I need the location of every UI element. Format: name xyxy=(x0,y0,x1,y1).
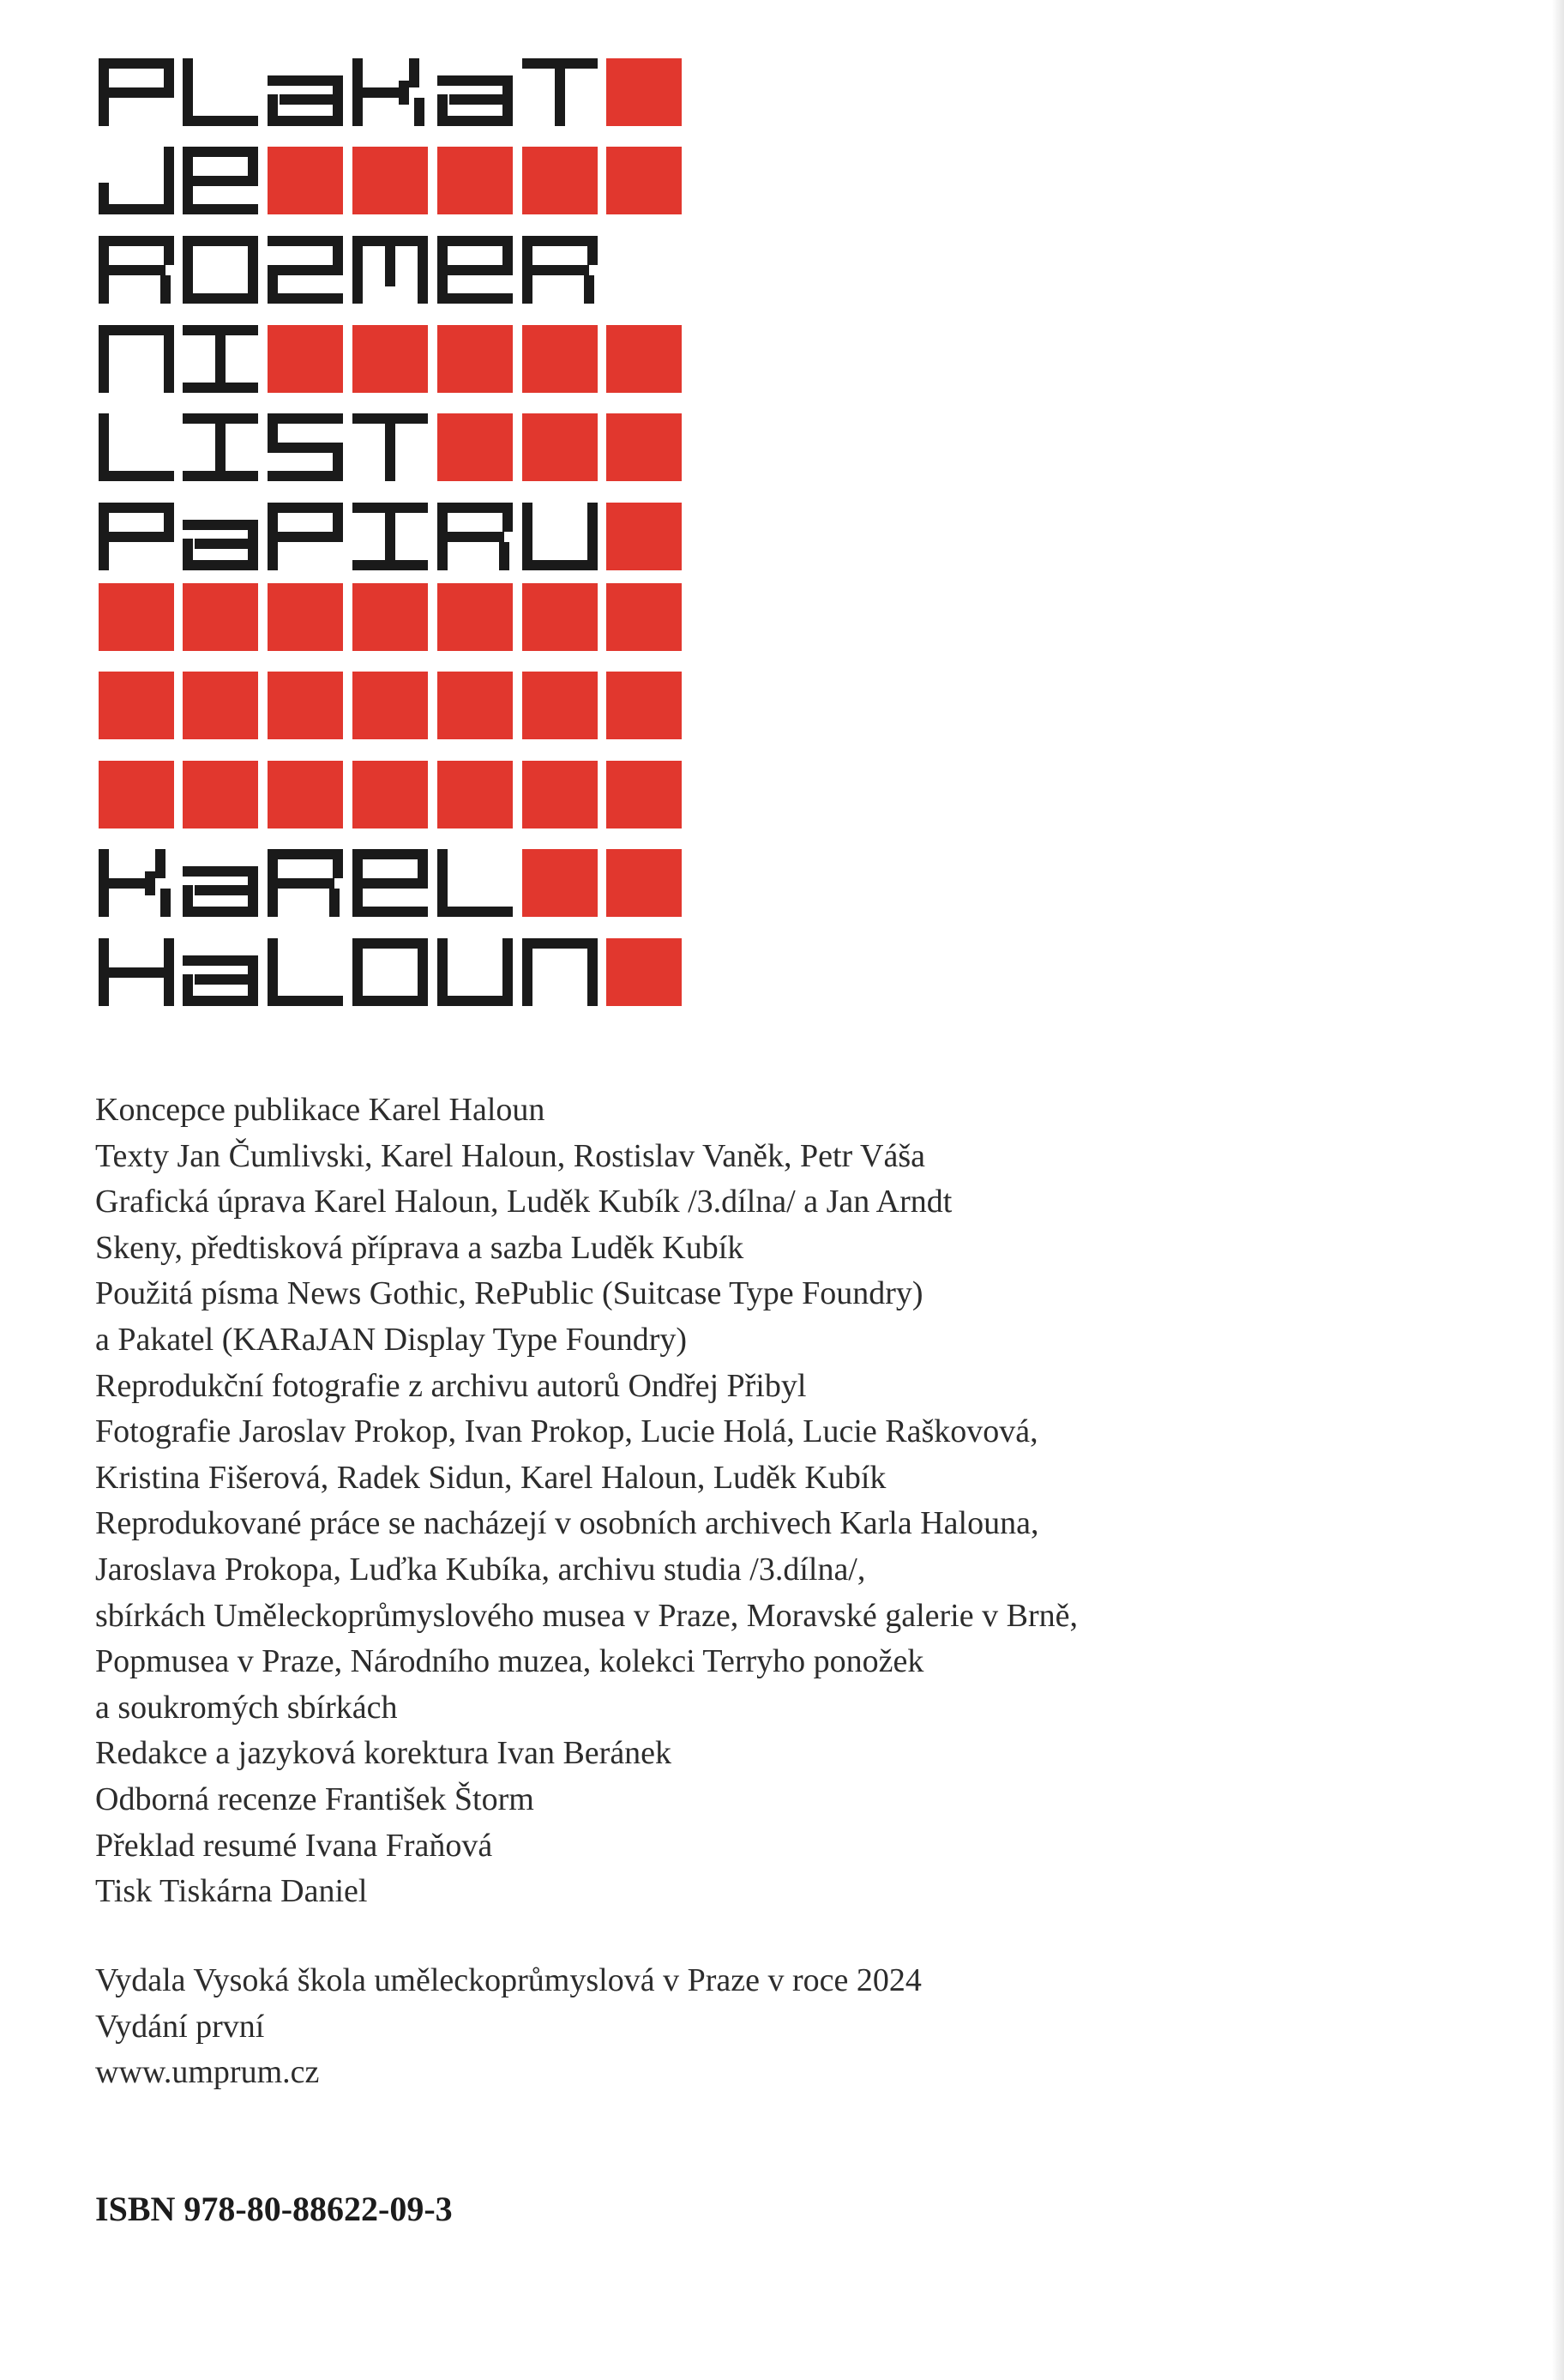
red-square xyxy=(606,672,682,739)
red-square xyxy=(437,672,513,739)
edition-line: Vydání první xyxy=(95,2008,265,2045)
pixel-letter xyxy=(522,58,598,126)
red-square xyxy=(352,672,428,739)
pixel-letter xyxy=(183,147,258,214)
pixel-title-grid xyxy=(0,0,686,1012)
letter-stroke xyxy=(99,878,145,889)
pixel-letter xyxy=(99,325,174,393)
credit-line: Fotografie Jaroslav Prokop, Ivan Prokop, Lucie Holá, Lucie Raškovová, xyxy=(95,1413,1038,1450)
pixel-letter xyxy=(268,236,343,304)
pixel-letter xyxy=(99,938,174,1006)
letter-stroke xyxy=(352,560,428,570)
pixel-letter xyxy=(437,503,513,570)
pixel-letter xyxy=(437,75,513,126)
letter-stroke xyxy=(183,560,258,570)
credit-line: Jaroslava Prokopa, Luďka Kubíka, archivu studia /3.dílna/, xyxy=(95,1551,866,1588)
letter-stroke xyxy=(385,236,395,286)
pixel-letter xyxy=(99,503,174,570)
website-line: www.umprum.cz xyxy=(95,2054,320,2091)
letter-stroke xyxy=(99,87,174,98)
letter-stroke xyxy=(268,996,343,1006)
letter-stroke xyxy=(183,955,258,966)
letter-stroke xyxy=(584,275,594,304)
red-square xyxy=(183,761,258,828)
pixel-letter xyxy=(268,938,343,1006)
publisher-line: Vydala Vysoká škola uměleckoprůmyslová v Praze v roce 2024 xyxy=(95,1962,922,1998)
red-square xyxy=(99,583,174,651)
letter-stroke xyxy=(99,58,174,69)
red-square xyxy=(522,761,598,828)
letter-stroke xyxy=(399,81,409,105)
letter-stroke xyxy=(280,94,343,105)
letter-stroke xyxy=(502,236,513,275)
publisher-info xyxy=(95,1958,1381,2096)
pixel-letter xyxy=(183,955,258,1006)
pixel-letter xyxy=(183,58,258,126)
letter-stroke xyxy=(437,116,513,126)
pixel-letter xyxy=(99,849,171,917)
pixel-letter xyxy=(437,938,513,1006)
letter-stroke xyxy=(418,236,428,304)
letter-stroke xyxy=(183,176,258,186)
red-square xyxy=(606,413,682,481)
letter-stroke xyxy=(183,866,258,877)
pixel-letter xyxy=(352,503,428,570)
red-square xyxy=(437,583,513,651)
pixel-letter xyxy=(352,938,428,1006)
letter-stroke xyxy=(183,293,258,304)
pixel-letter xyxy=(99,147,174,214)
letter-stroke xyxy=(99,204,174,214)
pixel-letter xyxy=(352,236,428,304)
pixel-letter xyxy=(522,236,598,304)
pixel-letter xyxy=(268,75,343,126)
red-square xyxy=(352,583,428,651)
red-square xyxy=(268,761,343,828)
red-square xyxy=(606,147,682,214)
letter-stroke xyxy=(268,413,278,443)
red-square xyxy=(522,583,598,651)
red-square xyxy=(99,761,174,828)
red-square xyxy=(437,413,513,481)
red-square xyxy=(522,413,598,481)
pixel-letter xyxy=(183,325,258,393)
letter-stroke xyxy=(183,147,258,157)
letter-stroke xyxy=(333,849,343,878)
pixel-letter xyxy=(99,236,174,304)
letter-stroke xyxy=(437,236,513,246)
credit-line: a soukromých sbírkách xyxy=(95,1689,398,1726)
pixel-letter xyxy=(352,413,428,481)
letter-stroke xyxy=(522,560,598,570)
red-square xyxy=(522,849,598,917)
letter-stroke xyxy=(587,938,598,1006)
letter-stroke xyxy=(522,265,589,275)
letter-stroke xyxy=(352,236,363,304)
letter-stroke xyxy=(268,471,343,481)
letter-stroke xyxy=(145,871,155,895)
letter-stroke xyxy=(437,503,513,513)
letter-stroke xyxy=(329,889,340,917)
letter-stroke xyxy=(160,275,171,304)
letter-stroke xyxy=(183,520,258,530)
letter-stroke xyxy=(522,236,598,246)
letter-stroke xyxy=(155,849,165,878)
red-square xyxy=(352,325,428,393)
letter-stroke xyxy=(183,236,258,246)
pixel-letter xyxy=(437,849,513,917)
cover-title-graphic xyxy=(0,0,686,1012)
isbn: ISBN 978-80-88622-09-3 xyxy=(95,2190,453,2228)
letter-stroke xyxy=(183,471,258,481)
letter-stroke xyxy=(352,849,428,859)
pixel-letter xyxy=(268,503,343,570)
letter-stroke xyxy=(268,75,343,86)
red-square xyxy=(268,147,343,214)
letter-stroke xyxy=(99,967,174,978)
colophon-credits xyxy=(95,1088,1381,1915)
letter-stroke xyxy=(352,878,428,889)
letter-stroke xyxy=(352,996,428,1006)
letter-stroke xyxy=(99,236,174,246)
letter-stroke xyxy=(248,147,258,186)
red-square xyxy=(522,672,598,739)
letter-stroke xyxy=(183,204,258,214)
credit-line: Popmusea v Praze, Národního muzea, kolekci Terryho ponožek xyxy=(95,1643,924,1680)
letter-stroke xyxy=(499,542,509,570)
pixel-letter xyxy=(183,866,258,917)
credit-line: Reprodukované práce se nacházejí v osobních archivech Karla Halouna, xyxy=(95,1505,1039,1542)
letter-stroke xyxy=(195,539,258,549)
letter-stroke xyxy=(268,849,343,859)
credit-line: Grafická úprava Karel Haloun, Luděk Kubík /3.dílna/ a Jan Arndt xyxy=(95,1184,953,1220)
letter-stroke xyxy=(268,116,343,126)
red-square xyxy=(606,325,682,393)
red-square xyxy=(522,147,598,214)
credit-line: a Pakatel (KARaJAN Display Type Foundry) xyxy=(95,1321,688,1358)
page-edge-shadow xyxy=(1552,0,1564,2380)
letter-stroke xyxy=(268,878,334,889)
letter-stroke xyxy=(268,265,343,275)
red-square xyxy=(268,325,343,393)
red-square xyxy=(183,672,258,739)
credit-line: Skeny, předtisková příprava a sazba Luděk Kubík xyxy=(95,1229,744,1266)
letter-stroke xyxy=(502,503,513,532)
letter-stroke xyxy=(352,938,428,949)
red-square xyxy=(99,672,174,739)
credit-line: Překlad resumé Ivana Fraňová xyxy=(95,1827,493,1864)
letter-stroke xyxy=(183,996,258,1006)
letter-stroke xyxy=(164,325,174,393)
letter-stroke xyxy=(437,996,513,1006)
pixel-letter xyxy=(268,849,343,917)
pixel-letter xyxy=(183,413,258,481)
letter-stroke xyxy=(99,471,174,481)
letter-stroke xyxy=(268,413,343,424)
letter-stroke xyxy=(195,974,258,985)
letter-stroke xyxy=(99,503,174,513)
letter-stroke xyxy=(268,236,343,246)
pixel-letter xyxy=(99,58,174,126)
credit-line: Tisk Tiskárna Daniel xyxy=(95,1873,368,1910)
letter-stroke xyxy=(437,907,513,917)
credit-line: Texty Jan Čumlivski, Karel Haloun, Rostislav Vaněk, Petr Váša xyxy=(95,1137,925,1174)
letter-stroke xyxy=(99,325,174,335)
pixel-letter xyxy=(352,849,428,917)
credit-line: Kristina Fišerová, Radek Sidun, Karel Haloun, Luděk Kubík xyxy=(95,1459,887,1496)
letter-stroke xyxy=(449,94,513,105)
pixel-letter xyxy=(183,520,258,570)
red-square xyxy=(183,583,258,651)
letter-stroke xyxy=(522,938,532,1006)
letter-stroke xyxy=(164,236,174,265)
letter-stroke xyxy=(437,265,513,275)
letter-stroke xyxy=(555,58,565,126)
red-square xyxy=(437,761,513,828)
letter-stroke xyxy=(385,413,395,481)
credit-line: Reprodukční fotografie z archivu autorů Ondřej Přibyl xyxy=(95,1367,807,1404)
letter-stroke xyxy=(437,532,504,542)
red-square xyxy=(437,325,513,393)
red-square xyxy=(606,583,682,651)
credit-line: Odborná recenze František Štorm xyxy=(95,1780,534,1817)
letter-stroke xyxy=(268,293,343,304)
red-square xyxy=(522,325,598,393)
red-square xyxy=(268,672,343,739)
red-square xyxy=(606,503,682,570)
red-square xyxy=(606,849,682,917)
letter-stroke xyxy=(99,183,109,214)
letter-stroke xyxy=(99,265,165,275)
credit-line: Použitá písma News Gothic, RePublic (Suitcase Type Foundry) xyxy=(95,1275,923,1312)
pixel-letter xyxy=(437,236,513,304)
letter-stroke xyxy=(409,58,419,87)
credit-line: sbírkách Uměleckoprůmyslového musea v Praze, Moravské galerie v Brně, xyxy=(95,1597,1078,1634)
letter-stroke xyxy=(587,236,598,265)
pixel-letter xyxy=(522,938,598,1006)
red-square xyxy=(606,58,682,126)
letter-stroke xyxy=(268,503,343,513)
pixel-letter xyxy=(352,58,424,126)
letter-stroke xyxy=(195,885,258,895)
letter-stroke xyxy=(437,75,513,86)
credit-line: Redakce a jazyková korektura Ivan Beránek xyxy=(95,1735,672,1772)
red-square xyxy=(352,147,428,214)
red-square xyxy=(437,147,513,214)
letter-stroke xyxy=(352,87,399,98)
pixel-letter xyxy=(268,413,343,481)
letter-stroke xyxy=(437,293,513,304)
pixel-letter xyxy=(99,413,174,481)
letter-stroke xyxy=(183,383,258,393)
letter-stroke xyxy=(352,907,428,917)
letter-stroke xyxy=(268,443,343,453)
letter-stroke xyxy=(268,532,343,542)
letter-stroke xyxy=(99,532,174,542)
red-square xyxy=(606,761,682,828)
credit-line: Koncepce publikace Karel Haloun xyxy=(95,1092,545,1128)
letter-stroke xyxy=(414,98,424,126)
letter-stroke xyxy=(160,889,171,917)
letter-stroke xyxy=(333,236,343,265)
letter-stroke xyxy=(183,116,258,126)
letter-stroke xyxy=(99,325,109,393)
letter-stroke xyxy=(183,907,258,917)
pixel-letter xyxy=(522,503,598,570)
red-square xyxy=(606,938,682,1006)
letter-stroke xyxy=(522,938,598,949)
red-square xyxy=(268,583,343,651)
pixel-letter xyxy=(183,236,258,304)
letter-stroke xyxy=(418,849,428,889)
red-square xyxy=(352,761,428,828)
